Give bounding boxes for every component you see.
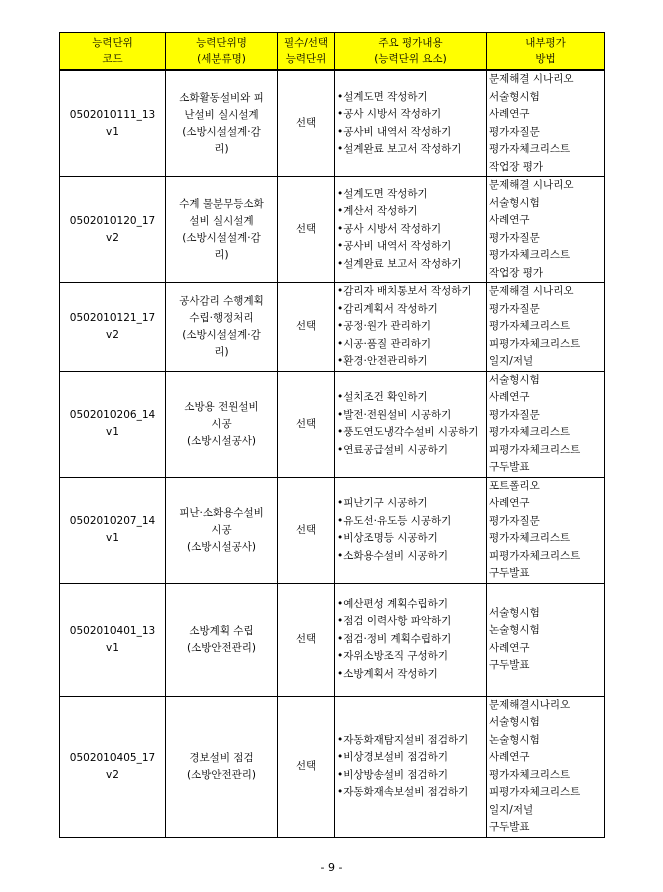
unit-name-cell [166, 371, 278, 477]
table-row [60, 477, 605, 583]
eval-content-cell [335, 583, 487, 696]
header-content: 주요 평가내용 (능력단위 요소) [335, 33, 487, 71]
unit-code-cell [60, 70, 166, 177]
page-number: - 9 - [320, 861, 343, 874]
unit-code-cell-line: 0502010111_13 [69, 108, 156, 121]
eval-content-cell-line: •공사 시방서 작성하기 [337, 222, 442, 235]
eval-content-cell-line: •점검 이력사항 파악하기 [337, 615, 452, 628]
eval-content-cell-line: •공정·원가 관리하기 [337, 320, 432, 332]
unit-name-cell-line: 시공 [211, 523, 232, 536]
unit-code-cell-line: 0502010206_14 [69, 409, 156, 421]
unit-code-cell-line: v1 [106, 532, 119, 544]
eval-method-cell-line: 사례연구 [489, 641, 530, 654]
unit-code-cell [60, 177, 166, 283]
unit-code-cell-line: v1 [106, 641, 119, 654]
eval-content-cell-line: •발전·전원설비 시공하기 [337, 408, 452, 421]
eval-method-cell-line: 평가자체크리스트 [489, 143, 571, 155]
unit-name-cell-line: 리) [214, 248, 229, 261]
eval-content-cell-line: •환경·안전관리하기 [337, 355, 428, 367]
unit-name-cell-line: 리) [214, 142, 229, 155]
eval-method-cell [487, 696, 605, 837]
eval-method-cell-line: 서술형시험 [489, 373, 540, 386]
eval-content-cell-line: •설계완료 보고서 작성하기 [337, 257, 462, 270]
unit-name-cell [166, 477, 278, 583]
eval-content-cell-line: •자동화재탐지설비 점검하기 [337, 733, 469, 746]
unit-code-cell-line: 0502010121_17 [69, 311, 156, 324]
eval-method-cell-line: 작업장 평가 [489, 266, 544, 279]
eval-method-cell-line: 피평가자체크리스트 [489, 786, 581, 798]
eval-content-cell-line: •감리자 배치통보서 작성하기 [337, 285, 472, 297]
header-name: 능력단위명 (세분류명) [166, 33, 278, 71]
eval-method-cell-line: 평가자체크리스트 [489, 532, 571, 544]
eval-method-cell [487, 583, 605, 696]
unit-name-cell-line: 수립·행정처리 [189, 311, 254, 324]
unit-name-cell-line: 피난·소화용수설비 [179, 506, 264, 519]
unit-name-cell-line: 난설비 실시설계 [184, 108, 259, 121]
eval-method-cell-line: 사례연구 [489, 751, 530, 763]
unit-name-cell-line: 소방계획 수립 [189, 624, 254, 637]
eval-content-cell [335, 177, 487, 283]
unit-code-cell [60, 477, 166, 583]
required-cell: 선택 [278, 583, 335, 696]
eval-content-cell-line: •비상경보설비 점검하기 [337, 751, 448, 763]
unit-code-cell-line: v2 [106, 328, 119, 341]
eval-method-cell-line: 포트폴리오 [489, 479, 540, 492]
eval-method-cell-line: 문제해결 시나리오 [489, 73, 574, 85]
eval-method-cell-line: 평가자체크리스트 [489, 249, 571, 261]
eval-method-cell-line: 평가자질문 [489, 125, 540, 138]
eval-method-cell-line: 평가자질문 [489, 231, 540, 244]
unit-name-cell-line: 소방용 전원설비 [184, 400, 259, 413]
unit-name-cell-line: 소화활동설비와 피 [179, 91, 264, 104]
eval-content-cell-line: •설치조건 확인하기 [337, 391, 428, 403]
eval-method-cell-line: 논술형시험 [489, 624, 540, 636]
required-cell: 선택 [278, 70, 335, 177]
eval-method-cell-line: 사례연구 [489, 391, 530, 403]
unit-code-cell-line: v2 [106, 231, 119, 244]
table-row [60, 696, 605, 837]
eval-method-cell-line: 서술형시험 [489, 90, 540, 103]
unit-name-cell-line: (소방안전관리) [186, 641, 257, 654]
eval-content-cell-line: •비상조명등 시공하기 [337, 532, 438, 544]
eval-content-cell [335, 283, 487, 372]
table-row [60, 70, 605, 177]
unit-name-cell [166, 70, 278, 177]
required-cell: 선택 [278, 371, 335, 477]
table-header-row [60, 33, 605, 71]
eval-method-cell-line: 평가자체크리스트 [489, 426, 571, 438]
eval-method-cell-line: 서술형시험 [489, 716, 540, 728]
eval-method-cell-line: 피평가자체크리스트 [489, 337, 581, 350]
eval-method-cell-line: 사례연구 [489, 214, 530, 226]
eval-method-cell-line: 구두발표 [489, 659, 530, 671]
eval-method-cell-line: 평가자질문 [489, 302, 540, 315]
eval-method-cell-line: 논술형시험 [489, 733, 540, 746]
required-cell: 선택 [278, 477, 335, 583]
eval-method-cell-line: 문제해결 시나리오 [489, 179, 574, 191]
eval-method-cell-line: 평가자체크리스트 [489, 320, 571, 332]
eval-method-cell-line: 사례연구 [489, 497, 530, 509]
eval-content-cell [335, 70, 487, 177]
eval-content-cell-line: •자위소방조직 구성하기 [337, 650, 448, 663]
eval-method-cell-line: 서술형시험 [489, 606, 540, 619]
eval-content-cell-line: •비상방송설비 점검하기 [337, 768, 448, 781]
unit-name-cell-line: 리) [214, 345, 229, 358]
eval-method-cell-line: 구두발표 [489, 821, 530, 833]
competency-table [59, 32, 605, 838]
unit-code-cell-line: v2 [106, 768, 119, 781]
unit-code-cell-line: v1 [106, 125, 119, 138]
eval-content-cell-line: •설계도면 작성하기 [337, 187, 428, 200]
eval-method-cell-line: 평가자질문 [489, 408, 540, 421]
eval-content-cell-line: •공사비 내역서 작성하기 [337, 240, 452, 253]
eval-method-cell-line: 문제해결시나리오 [489, 698, 571, 711]
required-cell: 선택 [278, 283, 335, 372]
unit-name-cell [166, 583, 278, 696]
eval-method-cell-line: 일지/저널 [489, 355, 534, 367]
unit-name-cell [166, 177, 278, 283]
unit-name-cell-line: 공사감리 수행계획 [179, 294, 264, 307]
unit-name-cell-line: 설비 실시설계 [189, 214, 254, 227]
unit-code-cell-line: 0502010405_17 [69, 751, 156, 764]
eval-method-cell-line: 평가자질문 [489, 514, 540, 527]
unit-code-cell [60, 696, 166, 837]
eval-content-cell-line: •계산서 작성하기 [337, 205, 418, 218]
eval-content-cell-line: •설계도면 작성하기 [337, 90, 428, 103]
unit-name-cell-line: 수계 물분무등소화 [179, 197, 264, 210]
eval-content-cell-line: •공사비 내역서 작성하기 [337, 125, 452, 138]
table-row [60, 583, 605, 696]
required-cell: 선택 [278, 177, 335, 283]
unit-code-cell [60, 583, 166, 696]
unit-name-cell-line: (소방시설공사) [186, 540, 257, 553]
table-row [60, 283, 605, 372]
eval-content-cell [335, 371, 487, 477]
eval-method-cell-line: 구두발표 [489, 461, 530, 473]
unit-name-cell-line: (소방안전관리) [186, 768, 257, 781]
header-required: 필수/선택 능력단위 [278, 33, 335, 71]
unit-code-cell-line: v1 [106, 426, 119, 438]
eval-content-cell-line: •풍도연도냉각수설비 시공하기 [337, 426, 479, 438]
eval-method-cell-line: 일지/저널 [489, 803, 534, 816]
eval-content-cell-line: •예산편성 계획수립하기 [337, 597, 448, 610]
eval-content-cell-line: •소방계획서 작성하기 [337, 667, 438, 680]
unit-code-cell [60, 371, 166, 477]
eval-content-cell-line: •연료공급설비 시공하기 [337, 443, 448, 456]
eval-method-cell-line: 작업장 평가 [489, 160, 544, 173]
eval-content-cell-line: •피난기구 시공하기 [337, 497, 428, 509]
unit-name-cell-line: 시공 [211, 417, 232, 430]
unit-code-cell-line: 0502010207_14 [69, 515, 156, 527]
table-row [60, 371, 605, 477]
eval-content-cell-line: •공사 시방서 작성하기 [337, 108, 442, 120]
eval-method-cell [487, 283, 605, 372]
required-cell: 선택 [278, 696, 335, 837]
header-method: 내부평가 방법 [487, 33, 605, 71]
eval-method-cell-line: 평가자체크리스트 [489, 768, 571, 781]
eval-method-cell [487, 477, 605, 583]
eval-method-cell-line: 피평가자체크리스트 [489, 549, 581, 562]
eval-method-cell-line: 문제해결 시나리오 [489, 285, 574, 297]
eval-content-cell-line: •감리계획서 작성하기 [337, 302, 438, 315]
eval-content-cell-line: •자동화재속보설비 점검하기 [337, 786, 469, 798]
unit-code-cell-line: 0502010401_13 [69, 624, 156, 637]
eval-method-cell [487, 371, 605, 477]
unit-name-cell-line: (소방시설설계·감 [182, 231, 261, 244]
eval-content-cell-line: •시공·품질 관리하기 [337, 337, 432, 350]
eval-content-cell-line: •소화용수설비 시공하기 [337, 549, 448, 562]
eval-method-cell-line: 피평가자체크리스트 [489, 443, 581, 456]
eval-method-cell-line: 서술형시험 [489, 196, 540, 209]
unit-name-cell-line: (소방시설설계·감 [182, 125, 261, 138]
unit-name-cell [166, 283, 278, 372]
header-code: 능력단위 코드 [60, 33, 166, 71]
unit-code-cell-line: 0502010120_17 [69, 214, 156, 227]
eval-method-cell-line: 사례연구 [489, 108, 530, 120]
eval-content-cell-line: •유도선·유도등 시공하기 [337, 514, 452, 527]
eval-method-cell [487, 70, 605, 177]
eval-method-cell-line: 구두발표 [489, 567, 530, 579]
unit-name-cell-line: (소방시설설계·감 [182, 328, 261, 341]
table-row [60, 177, 605, 283]
eval-method-cell [487, 177, 605, 283]
eval-content-cell [335, 477, 487, 583]
unit-name-cell-line: (소방시설공사) [186, 434, 257, 447]
unit-name-cell-line: 경보설비 점검 [189, 751, 254, 764]
eval-content-cell [335, 696, 487, 837]
eval-content-cell-line: •설계완료 보고서 작성하기 [337, 143, 462, 155]
unit-name-cell [166, 696, 278, 837]
unit-code-cell [60, 283, 166, 372]
eval-content-cell-line: •점검·정비 계획수립하기 [337, 632, 452, 645]
